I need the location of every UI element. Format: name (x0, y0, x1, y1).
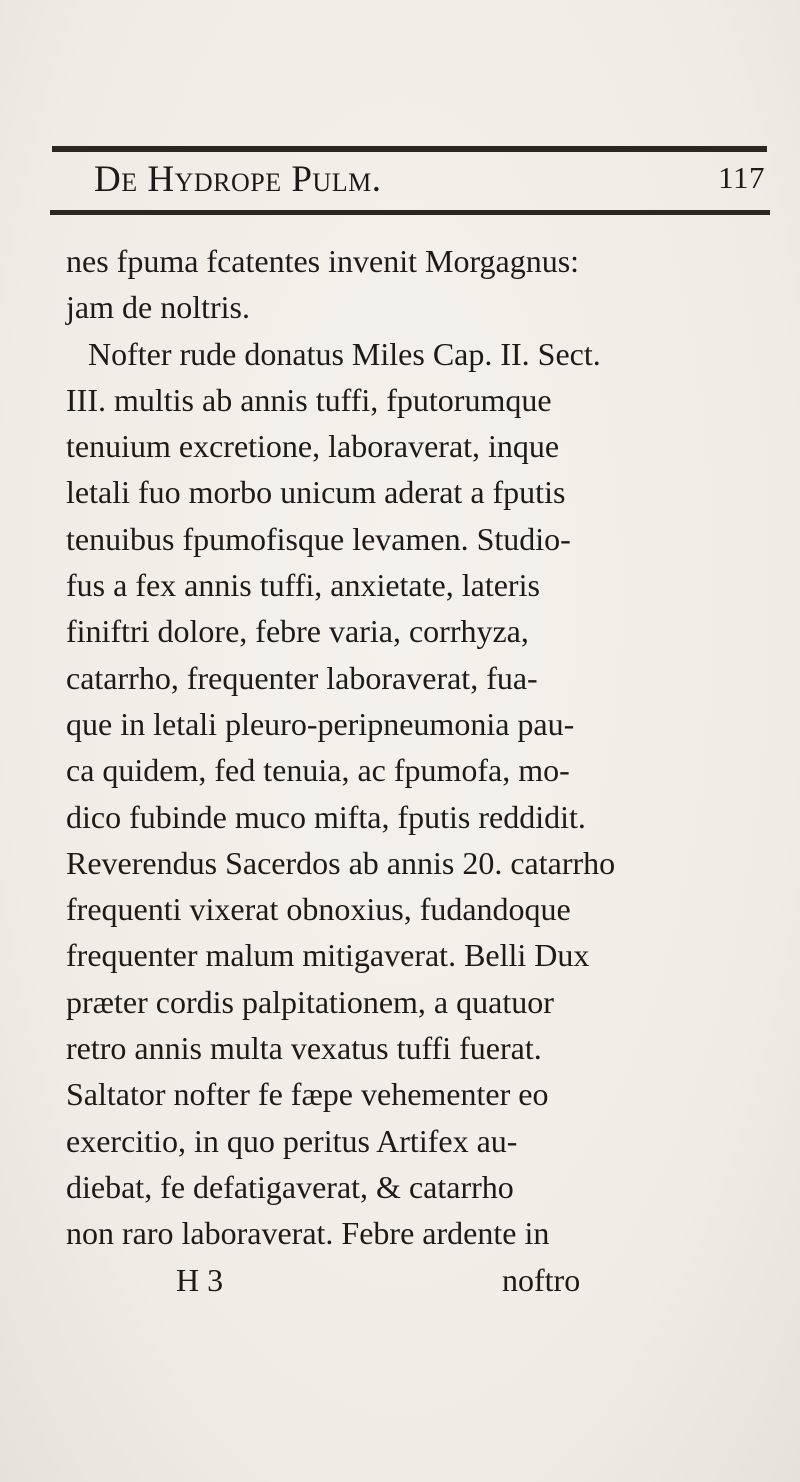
text-line: non raro laboraverat. Febre ardente in (66, 1215, 550, 1252)
text-line: III. multis ab annis tuffi, fputorumque (66, 381, 552, 418)
text-line: exercitio, in quo peritus Artifex au- (66, 1122, 518, 1159)
text-line: Reverendus Sacerdos ab annis 20. catarrho (66, 844, 616, 881)
running-head (52, 158, 767, 202)
text-line: nes fpuma fcatentes invenit Morgagnus: (66, 243, 580, 279)
running-head-title: De Hydrope Pulm. (94, 159, 382, 200)
text-line: Saltator nofter fe fæpe vehementer eo (66, 1076, 549, 1113)
text-line: dico fubinde muco mifta, fputis reddidit. (66, 798, 586, 835)
text-line: retro annis multa vexatus tuffi fuerat. (66, 1030, 542, 1067)
text-line: præter cordis palpitationem, a quatuor (66, 983, 554, 1020)
body-text (66, 238, 772, 1303)
catchline (66, 1257, 772, 1303)
text-line: finiftri dolore, febre varia, corrhyza, (66, 613, 529, 650)
signature-mark: H 3 (176, 1261, 224, 1298)
text-line: tenuium excretione, laboraverat, inque (66, 428, 560, 465)
text-line: que in letali pleuro-peripneumonia pau- (66, 705, 575, 742)
text-line: diebat, fe defatigaverat, & catarrho (66, 1168, 514, 1205)
text-line: fus a fex annis tuffi, anxietate, lateris (66, 567, 540, 604)
text-line: ca quidem, fed tenuia, ac fpumofa, mo- (66, 752, 570, 789)
text-line: frequenti vixerat obnoxius, fudandoque (66, 891, 571, 928)
text-line: letali fuo morbo unicum aderat a fputis (66, 474, 566, 511)
header-top-rule (52, 146, 767, 152)
page-number: 117 (718, 160, 765, 195)
text-line: jam de noltris. (66, 289, 250, 326)
text-line: Nofter rude donatus Miles Cap. II. Sect. (88, 335, 601, 372)
catchword: noftro (502, 1261, 581, 1298)
header-bottom-rule (50, 210, 770, 215)
text-line: frequenter malum mitigaverat. Belli Dux (66, 937, 590, 974)
text-line: tenuibus fpumofisque levamen. Studio- (66, 520, 571, 557)
text-line: catarrho, frequenter laboraverat, fua- (66, 659, 538, 696)
